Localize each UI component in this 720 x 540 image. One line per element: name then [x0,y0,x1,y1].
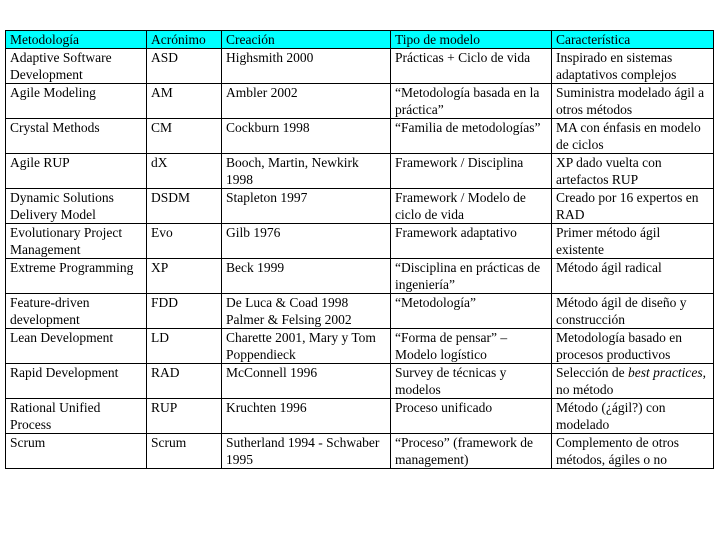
table-cell-tipo-de-modelo: “Metodología basada en la práctica” [391,84,552,119]
table-cell-creacion: Booch, Martin, Newkirk 1998 [222,154,391,189]
table-row [6,49,714,84]
table-cell-tipo-de-modelo: “Metodología” [391,294,552,329]
table-cell-acronimo: XP [147,259,222,294]
table-cell-acronimo: Scrum [147,434,222,469]
table-cell-metodologia: Evolutionary Project Management [6,224,147,259]
table-cell-metodologia: Scrum [6,434,147,469]
table-header-row [6,31,714,49]
table-cell-creacion: De Luca & Coad 1998 Palmer & Felsing 2002 [222,294,391,329]
table-cell-metodologia: Dynamic Solutions Delivery Model [6,189,147,224]
table-cell-creacion: Kruchten 1996 [222,399,391,434]
header-cell-creacion: Creación [222,31,391,49]
table-cell-tipo-de-modelo: “Proceso” (framework de management) [391,434,552,469]
table-cell-acronimo: DSDM [147,189,222,224]
table-cell-acronimo: CM [147,119,222,154]
table-cell-caracteristica: Método ágil de diseño y construcción [552,294,714,329]
table-row [6,364,714,399]
agile-methodologies-table [5,30,714,469]
table-cell-acronimo: RUP [147,399,222,434]
table-row [6,119,714,154]
table-cell-metodologia: Rational Unified Process [6,399,147,434]
table-cell-caracteristica: Primer método ágil existente [552,224,714,259]
table-cell-acronimo: LD [147,329,222,364]
table-cell-acronimo: RAD [147,364,222,399]
table-cell-tipo-de-modelo: Framework / Modelo de ciclo de vida [391,189,552,224]
table-cell-acronimo: dX [147,154,222,189]
table-cell-acronimo: FDD [147,294,222,329]
table-cell-caracteristica: Complemento de otros métodos, ágiles o no [552,434,714,469]
table-row [6,259,714,294]
table-cell-tipo-de-modelo: Prácticas + Ciclo de vida [391,49,552,84]
table-row [6,154,714,189]
table-cell-creacion: Highsmith 2000 [222,49,391,84]
header-cell-caracteristica: Característica [552,31,714,49]
header-cell-tipo-de-modelo: Tipo de modelo [391,31,552,49]
table-cell-caracteristica: Método ágil radical [552,259,714,294]
table-cell-creacion: Stapleton 1997 [222,189,391,224]
table-row [6,434,714,469]
table-cell-acronimo: ASD [147,49,222,84]
table-cell-creacion: Cockburn 1998 [222,119,391,154]
table-cell-creacion: McConnell 1996 [222,364,391,399]
table-cell-creacion: Beck 1999 [222,259,391,294]
table-cell-creacion: Ambler 2002 [222,84,391,119]
cell-italic-text: best practices [627,365,703,380]
table-cell-tipo-de-modelo: “Familia de metodologías” [391,119,552,154]
table-cell-metodologia: Lean Development [6,329,147,364]
table-cell-acronimo: Evo [147,224,222,259]
table-cell-caracteristica: Creado por 16 expertos en RAD [552,189,714,224]
table-body [6,49,714,469]
table-cell-metodologia: Adaptive Software Development [6,49,147,84]
table-row [6,189,714,224]
table-cell-metodologia: Agile RUP [6,154,147,189]
table-row [6,399,714,434]
table-cell-caracteristica: Inspirado en sistemas adaptativos complejos [552,49,714,84]
table-cell-metodologia: Extreme Programming [6,259,147,294]
table-cell-tipo-de-modelo: Framework / Disciplina [391,154,552,189]
table-cell-caracteristica: MA con énfasis en modelo de ciclos [552,119,714,154]
table-cell-tipo-de-modelo: Proceso unificado [391,399,552,434]
cell-text: , no método [556,365,706,397]
table-cell-metodologia: Rapid Development [6,364,147,399]
header-cell-acronimo: Acrónimo [147,31,222,49]
table-cell-creacion: Gilb 1976 [222,224,391,259]
table-cell-tipo-de-modelo: Framework adaptativo [391,224,552,259]
table-cell-tipo-de-modelo: Survey de técnicas y modelos [391,364,552,399]
table-cell-creacion: Charette 2001, Mary y Tom Poppendieck [222,329,391,364]
table-cell-caracteristica: Metodología basado en procesos productivos [552,329,714,364]
table-row [6,224,714,259]
table-row [6,84,714,119]
table-cell-tipo-de-modelo: “Forma de pensar” – Modelo logístico [391,329,552,364]
table-cell-creacion: Sutherland 1994 - Schwaber 1995 [222,434,391,469]
table-row [6,329,714,364]
table-cell-caracteristica: XP dado vuelta con artefactos RUP [552,154,714,189]
header-cell-metodologia: Metodología [6,31,147,49]
table-cell-metodologia: Crystal Methods [6,119,147,154]
table-cell-caracteristica: Método (¿ágil?) con modelado [552,399,714,434]
table-cell-caracteristica: Suministra modelado ágil a otros métodos [552,84,714,119]
methodology-table-container [5,30,713,469]
table-cell-caracteristica [552,364,714,399]
table-cell-acronimo: AM [147,84,222,119]
table-cell-tipo-de-modelo: “Disciplina en prácticas de ingeniería” [391,259,552,294]
table-cell-metodologia: Agile Modeling [6,84,147,119]
table-cell-metodologia: Feature-driven development [6,294,147,329]
cell-text: Selección de [556,365,628,380]
table-row [6,294,714,329]
